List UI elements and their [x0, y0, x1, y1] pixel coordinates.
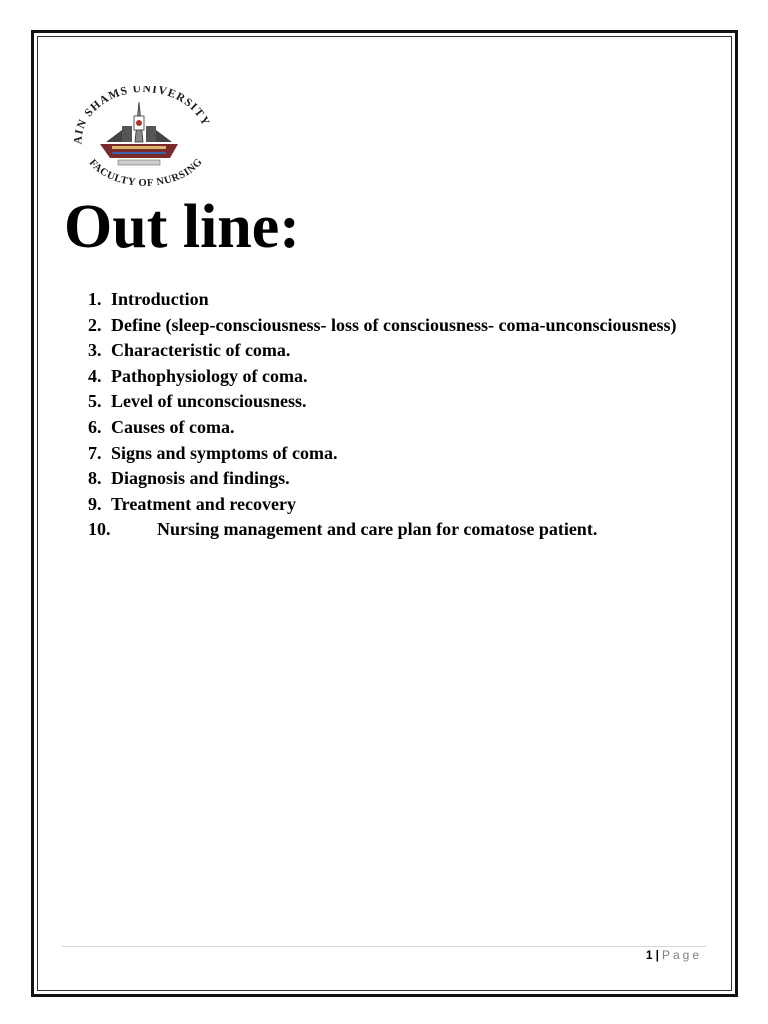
- list-item-text: Nursing management and care plan for comatose patient.: [157, 519, 598, 540]
- list-item-number: 7.: [88, 442, 102, 463]
- university-seal-icon: [66, 86, 216, 186]
- list-item: [88, 364, 708, 390]
- list-item-text: Characteristic of coma.: [111, 340, 291, 361]
- logo-bottom-text: FACULTY OF NURSING: [86, 156, 205, 186]
- list-item: [88, 466, 708, 492]
- list-item-text: Causes of coma.: [111, 416, 235, 437]
- list-item-text: Introduction: [111, 289, 209, 309]
- list-item-number: 3.: [88, 340, 102, 361]
- logo-top-text: AIN SHAMS UNIVERSITY: [72, 86, 212, 145]
- list-item: [88, 313, 708, 339]
- list-item: [88, 338, 708, 364]
- outline-list: [88, 287, 708, 543]
- logo-emblem: [100, 102, 178, 165]
- list-item-text: Define (sleep-consciousness- loss of consciousness- coma-unconsciousness): [111, 314, 677, 335]
- footer-divider: [62, 946, 706, 947]
- list-item-text: Signs and symptoms of coma.: [111, 442, 338, 463]
- list-item: [88, 441, 708, 467]
- page-title: Out line:: [64, 193, 300, 261]
- list-item: [88, 389, 708, 415]
- university-logo: [66, 86, 216, 186]
- list-item: [88, 287, 708, 313]
- list-item-text: Pathophysiology of coma.: [111, 365, 308, 386]
- list-item: [88, 517, 708, 543]
- page-number: 1: [645, 948, 653, 962]
- list-item-text: Diagnosis and findings.: [111, 468, 290, 489]
- list-item-number: 10.: [88, 519, 111, 540]
- list-item-text: Treatment and recovery: [111, 493, 296, 514]
- list-item-number: 2.: [88, 314, 102, 335]
- page-footer: [646, 948, 702, 962]
- list-item-number: 4.: [88, 365, 102, 386]
- list-item: [88, 492, 708, 518]
- list-item-number: 5.: [88, 391, 102, 412]
- list-item-number: 9.: [88, 493, 102, 514]
- list-item-number: 8.: [88, 468, 102, 489]
- list-item: [88, 415, 708, 441]
- list-item-number: 1.: [88, 289, 102, 309]
- page-label: Page: [661, 948, 702, 962]
- list-item-number: 6.: [88, 416, 102, 437]
- list-item-text: Level of unconsciousness.: [111, 391, 307, 412]
- footer-separator: |: [655, 948, 659, 962]
